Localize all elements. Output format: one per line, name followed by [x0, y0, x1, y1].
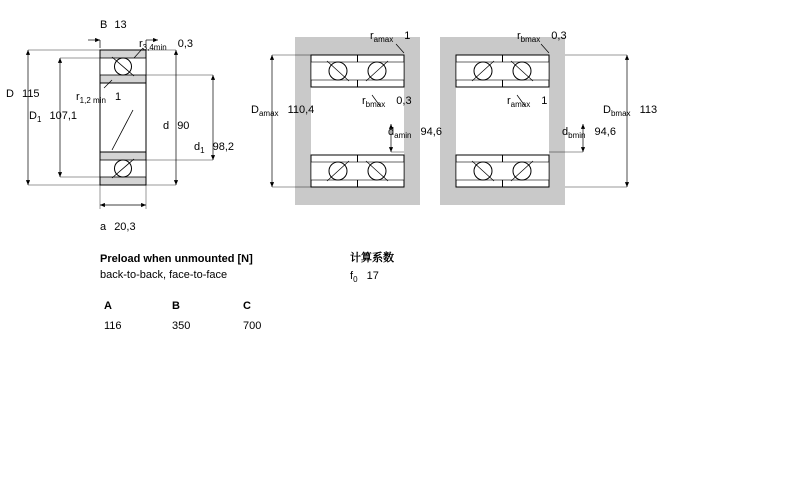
dim-label-ramax-top: $r_{amax}$ 1 [370, 30, 411, 45]
dim-label-r12min: $r_{1,2 min}$ 1 [76, 91, 122, 106]
dim-a [100, 185, 146, 209]
dim-label-damin: $d_{amin}$ 94,6 [388, 126, 442, 141]
dim-label-ramax-mid: $r_{amax}$ 1 [507, 95, 548, 110]
dim-label-d: d 90 [163, 120, 190, 132]
dim-label-dbmin: $d_{bmin}$ 94,6 [562, 126, 616, 141]
preload-value-B: 350 [172, 320, 191, 332]
preload-col-A: A [104, 300, 112, 312]
dim-label-B: B 13 [100, 19, 127, 31]
dim-label-rbmax-top: $r_{bmax}$ 0,3 [517, 30, 567, 45]
right-bearing-A [272, 37, 420, 205]
preload-value-A: 116 [104, 320, 122, 332]
right-bearing-B [440, 37, 627, 205]
dim-label-d1: $d_1$ 98,2 [194, 141, 235, 156]
preload-subtitle: back-to-back, face-to-face [100, 269, 228, 281]
dim-label-a: a 20,3 [100, 221, 136, 233]
preload-col-B: B [172, 300, 180, 312]
factor-value: $f_0$ 17 [350, 270, 379, 285]
preload-value-C: 700 [243, 320, 262, 332]
dim-label-Damax: $D_{amax}$ 110,4 [251, 104, 315, 119]
dim-label-D: D 115 [6, 88, 40, 100]
dim-label-Dbmax: $D_{bmax}$ 113 [603, 104, 658, 119]
dim-label-r34min: $r_{3,4min}$ 0,3 [139, 38, 194, 53]
contact-angle-line [112, 110, 133, 150]
preload-col-C: C [243, 300, 251, 312]
dim-label-D1: $D_1$ 107,1 [29, 110, 77, 125]
left-bearing-body [100, 50, 146, 185]
factor-title: 计算系数 [350, 252, 394, 264]
dim-label-rbmax-mid: $r_{bmax}$ 0,3 [362, 95, 412, 110]
dim-d [146, 50, 176, 185]
preload-title: Preload when unmounted [N] [100, 253, 253, 265]
